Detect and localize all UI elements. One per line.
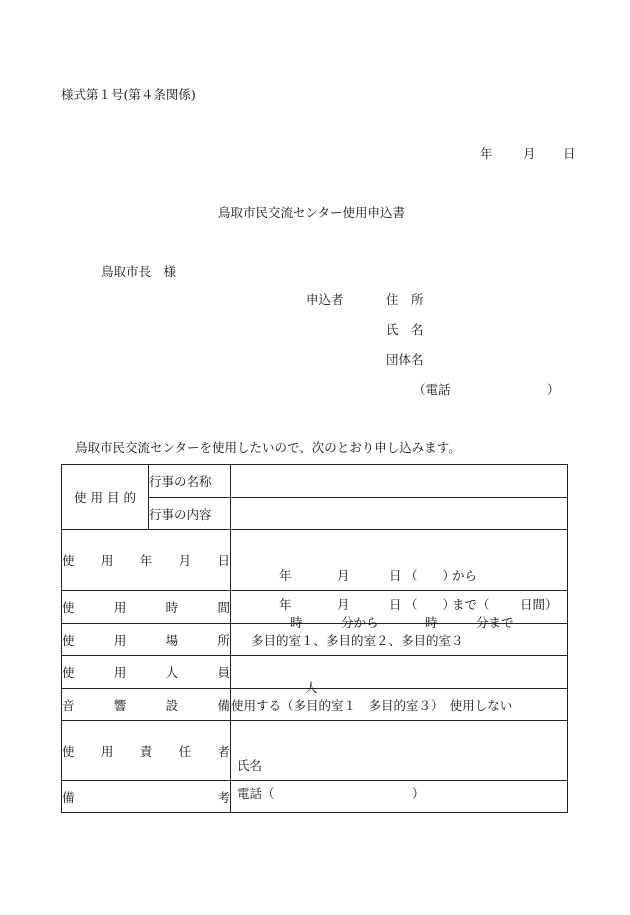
label-char: 月 (178, 553, 192, 568)
row-usage-people (62, 656, 568, 689)
application-table (61, 464, 568, 813)
row-usage-time (62, 591, 568, 624)
row-event-name (62, 465, 568, 498)
label-char: 所 (217, 632, 230, 648)
audio-equipment-label (62, 689, 231, 721)
purpose-label: 使 用 目 的 (62, 465, 149, 530)
from-month: 月 (337, 568, 350, 583)
label-char: 用 (100, 553, 114, 568)
form-number: 様式第１号(第４条関係) (61, 87, 196, 102)
label-char: 場 (165, 632, 179, 648)
label-char: 用 (113, 632, 127, 648)
row-remarks (62, 781, 568, 813)
event-name-field[interactable] (231, 465, 568, 498)
label-char: 年 (139, 553, 153, 568)
intro-sentence: 鳥取市民交流センターを使用したいので、次のとおり申し込みます。 (75, 440, 461, 455)
from-day: 日 (389, 568, 402, 583)
manager-phone-close: ） (412, 785, 425, 801)
event-content-label: 行事の内容 (149, 498, 231, 530)
event-name-label: 行事の名称 (149, 465, 231, 498)
usage-people-field[interactable] (231, 656, 568, 695)
label-char: 使 (62, 743, 75, 759)
people-unit: 人 (305, 680, 318, 695)
from-year: 年 (279, 568, 292, 583)
label-char: 備 (62, 789, 75, 805)
label-char: 用 (100, 743, 114, 759)
address-label: 住 所 (386, 292, 424, 307)
row-usage-date (62, 530, 568, 591)
row-usage-manager (62, 721, 568, 781)
label-char: 時 (165, 600, 179, 615)
date-month-label: 月 (523, 146, 536, 161)
label-char: 日 (217, 553, 230, 568)
page-title: 鳥取市民交流センター使用申込書 (218, 205, 406, 220)
label-char: 使 (62, 665, 75, 680)
manager-phone-label: 電話（ (237, 785, 275, 801)
end-hour: 時 (425, 615, 438, 630)
label-char: 備 (217, 697, 230, 713)
row-audio-equipment (62, 689, 568, 721)
usage-people-label (62, 656, 231, 689)
to-month: 月 (337, 597, 350, 612)
label-char: 使 (62, 632, 75, 648)
applicant-phone-close: ） (547, 382, 560, 397)
label-char: 者 (217, 743, 230, 759)
group-name-label: 団体名 (386, 352, 424, 367)
to-weekday: （ ） (405, 597, 456, 612)
applicant-phone-label: （電話 (413, 382, 451, 397)
usage-place-options[interactable]: 多目的室１、多目的室２、多目的室３ (231, 624, 568, 656)
date-year-label: 年 (480, 146, 493, 161)
date-day-label: 日 (563, 146, 576, 161)
to-year: 年 (279, 597, 292, 612)
addressee: 鳥取市長 様 (101, 264, 177, 279)
usage-time-label (62, 591, 231, 624)
from-weekday: （ ） (405, 568, 456, 583)
applicant-label: 申込者 (306, 292, 344, 307)
label-char: 設 (165, 697, 179, 713)
label-char: 用 (113, 665, 127, 680)
label-char: 使 (62, 553, 75, 568)
end-minute: 分まで (476, 615, 514, 630)
label-char: 員 (217, 665, 230, 680)
label-char: 使 (62, 600, 75, 615)
label-char: 用 (113, 600, 127, 615)
from-suffix: から (452, 568, 478, 583)
label-char: 考 (217, 789, 230, 805)
label-char: 間 (217, 600, 230, 615)
audio-equipment-options[interactable]: 使用する（多目的室１ 多目的室３） 使用しない (231, 689, 568, 721)
remarks-field[interactable] (231, 781, 568, 813)
usage-manager-label (62, 721, 231, 781)
label-char: 人 (165, 665, 179, 680)
usage-manager-field[interactable] (231, 721, 568, 801)
usage-date-label (62, 530, 231, 591)
label-char: 責 (139, 743, 153, 759)
duration-days: 日間） (520, 597, 558, 612)
manager-name-label: 氏名 (237, 757, 263, 773)
start-hour: 時 (290, 615, 303, 630)
label-char: 響 (113, 697, 127, 713)
remarks-label (62, 781, 231, 813)
label-char: 音 (62, 697, 75, 713)
start-minute: 分から (341, 615, 379, 630)
usage-date-field[interactable] (231, 530, 568, 612)
to-suffix: まで（ (452, 597, 490, 612)
usage-place-label (62, 624, 231, 656)
label-char: 任 (178, 743, 192, 759)
name-label: 氏 名 (386, 322, 424, 337)
event-content-field[interactable] (231, 498, 568, 530)
to-day: 日 (389, 597, 402, 612)
